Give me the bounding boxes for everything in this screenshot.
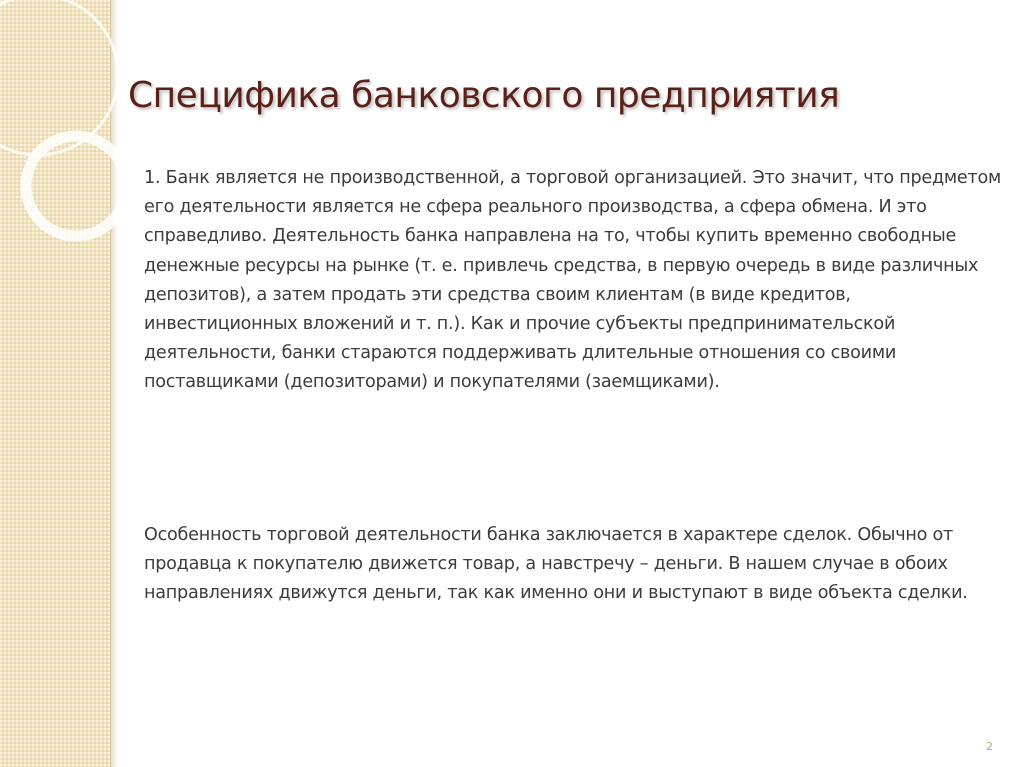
slide-title: Специфика банковского предприятия: [128, 75, 840, 116]
body-paragraph-1: 1. Банк является не производственной, а торговой организацией. Это значит, что предметом его деятельности является не сфера реального производства, а сфера обмена. И это справедливо. Деятельность банка направлена на то, чтобы купить временно свободные денежные ресурсы на рынке (т. е. привлечь средства, в первую очередь в виде различных депозитов), а затем продать эти средства своим клиентам (в виде кредитов, инвестиционных вложений и т. п.). Как и прочие субъекты предпринимательской деятельности, банки стараются поддерживать длительные отношения со своими поставщиками (депозиторами) и покупателями (заемщиками).: [144, 168, 1002, 393]
body-paragraph-2: Особенность торговой деятельности банка заключается в характере сделок. Обычно от продавца к покупателю движется товар, а навстречу – деньги. В нашем случае в обоих направлениях движутся деньги, так как именно они и выступают в виде объекта сделки.: [144, 525, 968, 604]
decorative-side-band: [0, 0, 111, 767]
page-number: 2: [986, 740, 993, 753]
side-band-shadow: [111, 0, 118, 767]
